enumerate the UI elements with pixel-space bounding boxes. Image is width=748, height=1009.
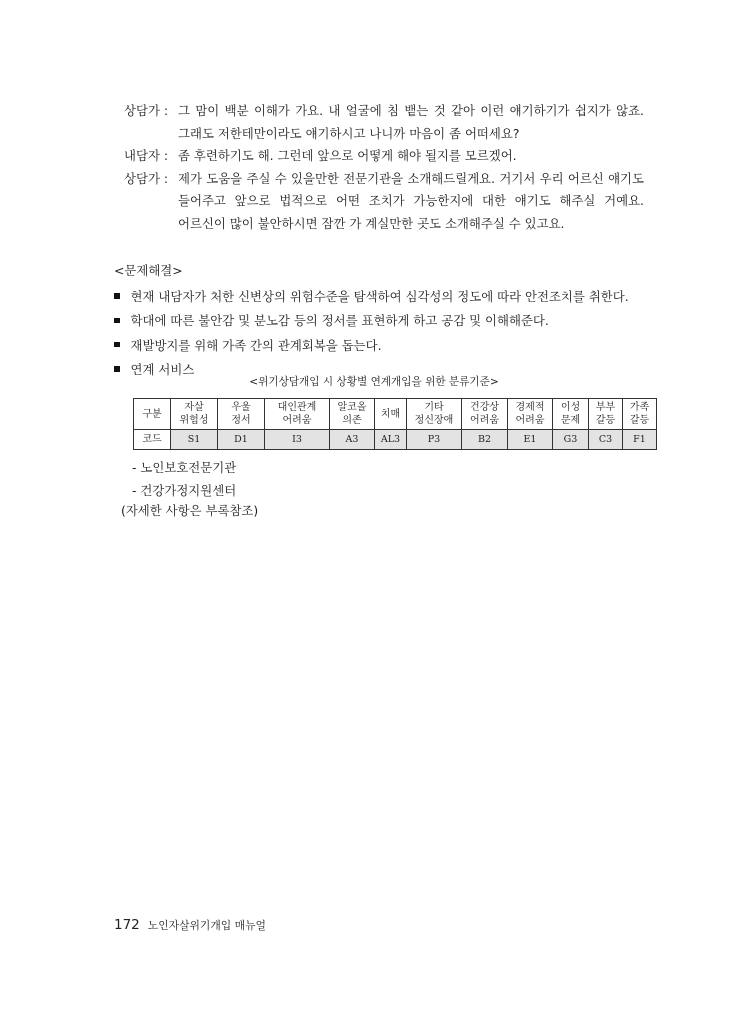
code-cell: A3	[330, 430, 375, 450]
code-cell: C3	[589, 430, 623, 450]
bullet-list	[114, 284, 629, 381]
speaker-label: 내담자 :	[124, 148, 169, 163]
square-bullet-icon	[114, 366, 120, 372]
header-cell: 치매	[375, 399, 407, 430]
utterance-text: 좀 후련하기도 해. 그런데 앞으로 어떻게 해야 될지를 모르겠어.	[178, 148, 517, 163]
speaker-label: 상담가 :	[124, 103, 169, 118]
counseling-dialogue	[124, 100, 644, 235]
header-cell: 가족 갈등	[623, 399, 657, 430]
dialogue-turn	[124, 100, 644, 145]
code-cell: I3	[265, 430, 330, 450]
square-bullet-icon	[114, 293, 120, 299]
code-cell: AL3	[375, 430, 407, 450]
bullet-text: 학대에 따른 불안감 및 분노감 등의 정서를 표현하게 하고 공감 및 이해해준다.	[130, 313, 549, 329]
bullet-text: 연계 서비스	[130, 362, 195, 378]
code-cell: D1	[218, 430, 265, 450]
header-cell: 우울 정서	[218, 399, 265, 430]
utterance-text: 그 맘이 백분 이해가 가요. 내 얼굴에 침 뱉는 것 같아 이런 얘기하기가 쉽지가 않죠. 그래도 저한테만이라도 얘기하시고 나니까 마음이 좀 어떠세요?	[178, 103, 644, 141]
square-bullet-icon	[114, 342, 120, 348]
header-cell: 경제적 어려움	[508, 399, 553, 430]
bullet-text: 재발방지를 위해 가족 간의 관계회복을 돕는다.	[130, 337, 382, 353]
bullet-item	[114, 333, 629, 357]
service-item: - 건강가정지원센터	[132, 483, 237, 498]
header-cell: 이성 문제	[553, 399, 589, 430]
code-cell: S1	[171, 430, 218, 450]
code-cell: F1	[623, 430, 657, 450]
appendix-note: (자세한 사항은 부록참조)	[121, 503, 259, 518]
dialogue-turn	[124, 145, 644, 168]
bullet-text: 현재 내담자가 처한 신변상의 위험수준을 탐색하여 심각성의 정도에 따라 안전조치를 취한다.	[130, 289, 629, 305]
row-label-cell: 코드	[134, 430, 171, 450]
code-cell: G3	[553, 430, 589, 450]
bullet-item	[114, 284, 629, 308]
page-number: 172	[114, 917, 140, 933]
service-list	[132, 456, 236, 502]
manual-title: 노인자살위기개입 매뉴얼	[147, 919, 266, 932]
row-label-cell: 구분	[134, 399, 171, 430]
classification-table	[133, 398, 657, 450]
utterance-text: 제가 도움을 주실 수 있을만한 전문기관을 소개해드릴게요. 거기서 우리 어르신 얘기도 들어주고 앞으로 법적으로 어떤 조치가 가능한지에 대한 얘기도 해주실 거예요. 어르신이 많이 불안하시면 잠깐 가 계실만한 곳도 소개해주실 수 있고요.	[178, 170, 644, 231]
speaker-label: 상담가 :	[124, 170, 169, 186]
header-cell: 알코올 의존	[330, 399, 375, 430]
header-cell: 대인관계 어려움	[265, 399, 330, 430]
header-cell: 건강상 어려움	[462, 399, 508, 430]
code-cell: E1	[508, 430, 553, 450]
service-item: - 노인보호전문기관	[132, 460, 237, 475]
header-cell: 자살 위험성	[171, 399, 218, 430]
dialogue-turn	[124, 168, 644, 236]
square-bullet-icon	[114, 318, 120, 324]
page-footer	[114, 917, 266, 933]
table-caption: <위기상담개입 시 상황별 연계개입을 위한 분류기준>	[249, 376, 499, 388]
header-cell: 부부 갈등	[589, 399, 623, 430]
code-cell: P3	[407, 430, 462, 450]
header-cell: 기타 정신장애	[407, 399, 462, 430]
table-header-row	[134, 399, 657, 430]
section-title: <문제해결>	[114, 263, 183, 278]
bullet-item	[114, 308, 629, 332]
table-code-row	[134, 430, 657, 450]
code-cell: B2	[462, 430, 508, 450]
